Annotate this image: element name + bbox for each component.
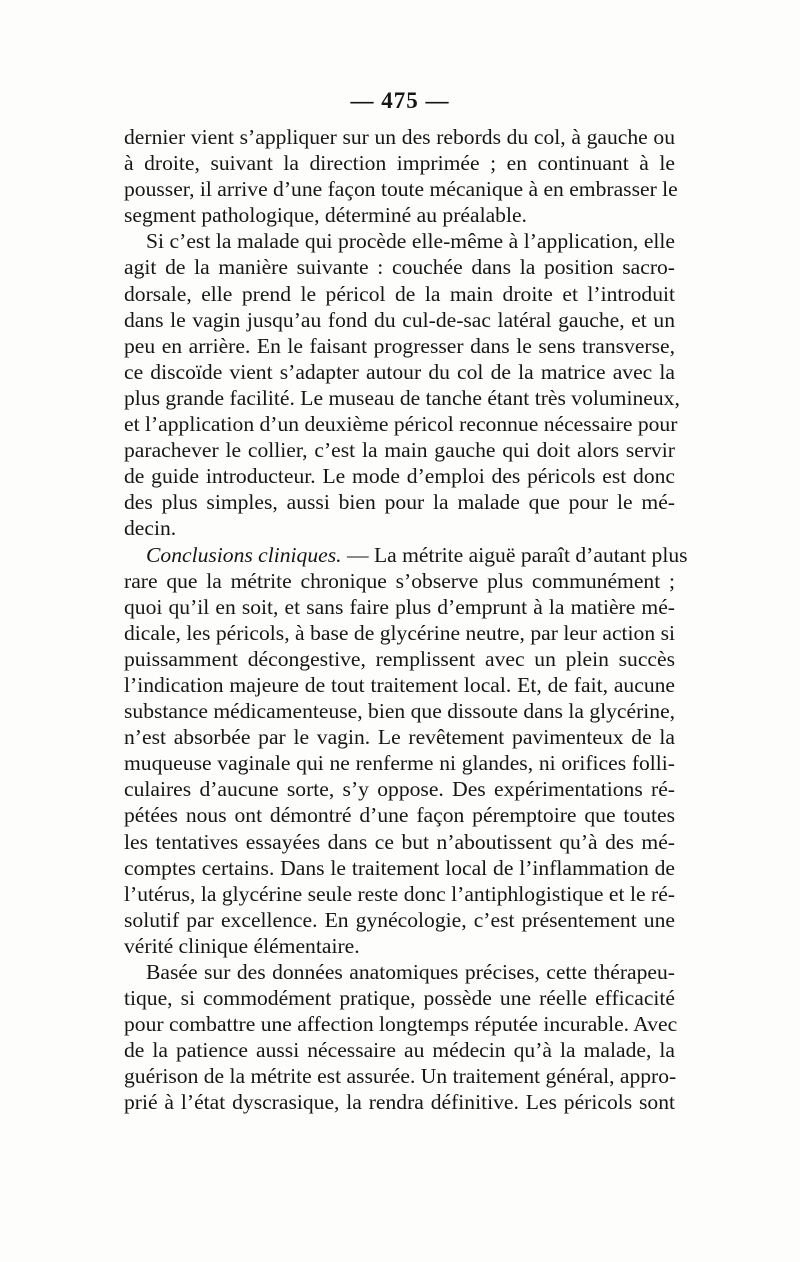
text-line: peu en arrière. En le faisant progresser dans le sens transverse, [124,333,675,358]
page-number: — 475 — [350,88,450,113]
text-line: vérité clinique élémentaire. [124,933,360,958]
text-line: dorsale, elle prend le péricol de la main droite et l’introduit [124,281,675,306]
text-line: parachever le collier, c’est la main gauche qui doit alors servir [124,438,675,463]
text-line: l’indication majeure de tout traitement local. Et, de fait, aucune [124,672,675,697]
paragraph-1 [124,124,678,228]
text-line: n’est absorbée par le vagin. Le revêtement pavimenteux de la [124,725,675,750]
text-line: substance médicamenteuse, bien que dissoute dans la glycérine, [124,699,676,724]
text-line: de la patience aussi nécessaire au médecin qu’à la malade, la [124,1038,675,1063]
text-line: dans le vagin jusqu’au fond du cul-de-sac latéral gauche, et un [124,307,675,332]
text-line: agit de la manière suivante : couchée dans la position sacro- [124,255,675,280]
text-line: tique, si commodément pratique, possède une réelle efficacité [124,986,675,1011]
text-line: les tentatives essayées dans ce but n’aboutissent qu’à des mé- [124,829,675,854]
text-line: dicale, les péricols, à base de glycérine neutre, par leur action si [124,620,675,645]
section-heading: Conclusions cliniques. [146,542,342,567]
paragraph-3 [124,542,688,960]
text-line: Si c’est la malade qui procède elle-même à l’application, elle [146,229,675,254]
text-line: et l’application d’un deuxième péricol reconnue nécessaire pour [124,412,678,437]
paragraph-2 [124,228,680,541]
text-line: quoi qu’il en soit, et sans faire plus d’emprunt à la matière mé- [124,594,675,619]
text-line: puissamment décongestive, remplissent avec un plein succès [124,646,675,671]
text-line: guérison de la métrite est assurée. Un traitement général, appro- [124,1064,677,1089]
text-fragment: — La métrite aiguë paraît d’autant plus [341,542,688,567]
text-line: solutif par excellence. En gynécologie, c’est présentement une [124,907,675,932]
text-line: pétées nous ont démontré d’une façon péremptoire que toutes [124,803,675,828]
text-line: plus grande facilité. Le museau de tanche étant très volumineux, [124,385,680,410]
text-line: rare que la métrite chronique s’observe plus communément ; [124,568,675,593]
text-line: Basée sur des données anatomiques précises, cette thérapeu- [146,960,675,984]
text-line: pour combattre une affection longtemps réputée incurable. Avec [124,1012,678,1037]
text-line: l’utérus, la glycérine seule reste donc l’antiphlogistique et le ré- [124,881,675,906]
text-line: dernier vient s’appliquer sur un des rebords du col, à gauche ou [124,125,675,149]
text-line: muqueuse vaginale qui ne renferme ni glandes, ni orifices folli- [124,751,675,776]
body-text [124,124,688,1116]
text-line: comptes certains. Dans le traitement local de l’inflammation de [124,855,675,880]
text-line: culaires d’aucune sorte, s’y oppose. Des expérimentations ré- [124,777,675,802]
text-line: ce discoïde vient s’adapter autour du col de la matrice avec la [124,359,675,384]
text-line: decin. [124,516,177,541]
text-line: des plus simples, aussi bien pour la malade que pour le mé- [124,490,675,515]
text-line-with-heading [124,542,688,568]
text-line: pousser, il arrive d’une façon toute mécanique à en embrasser le [124,177,678,202]
text-line: segment pathologique, déterminé au préalable. [124,203,527,228]
text-line: prié à l’état dyscrasique, la rendra définitive. Les péricols sont [124,1090,675,1115]
text-line: de guide introducteur. Le mode d’emploi des péricols est donc [124,464,675,489]
paragraph-4 [124,959,678,1116]
text-line: à droite, suivant la direction imprimée ; en continuant à le [124,151,675,176]
